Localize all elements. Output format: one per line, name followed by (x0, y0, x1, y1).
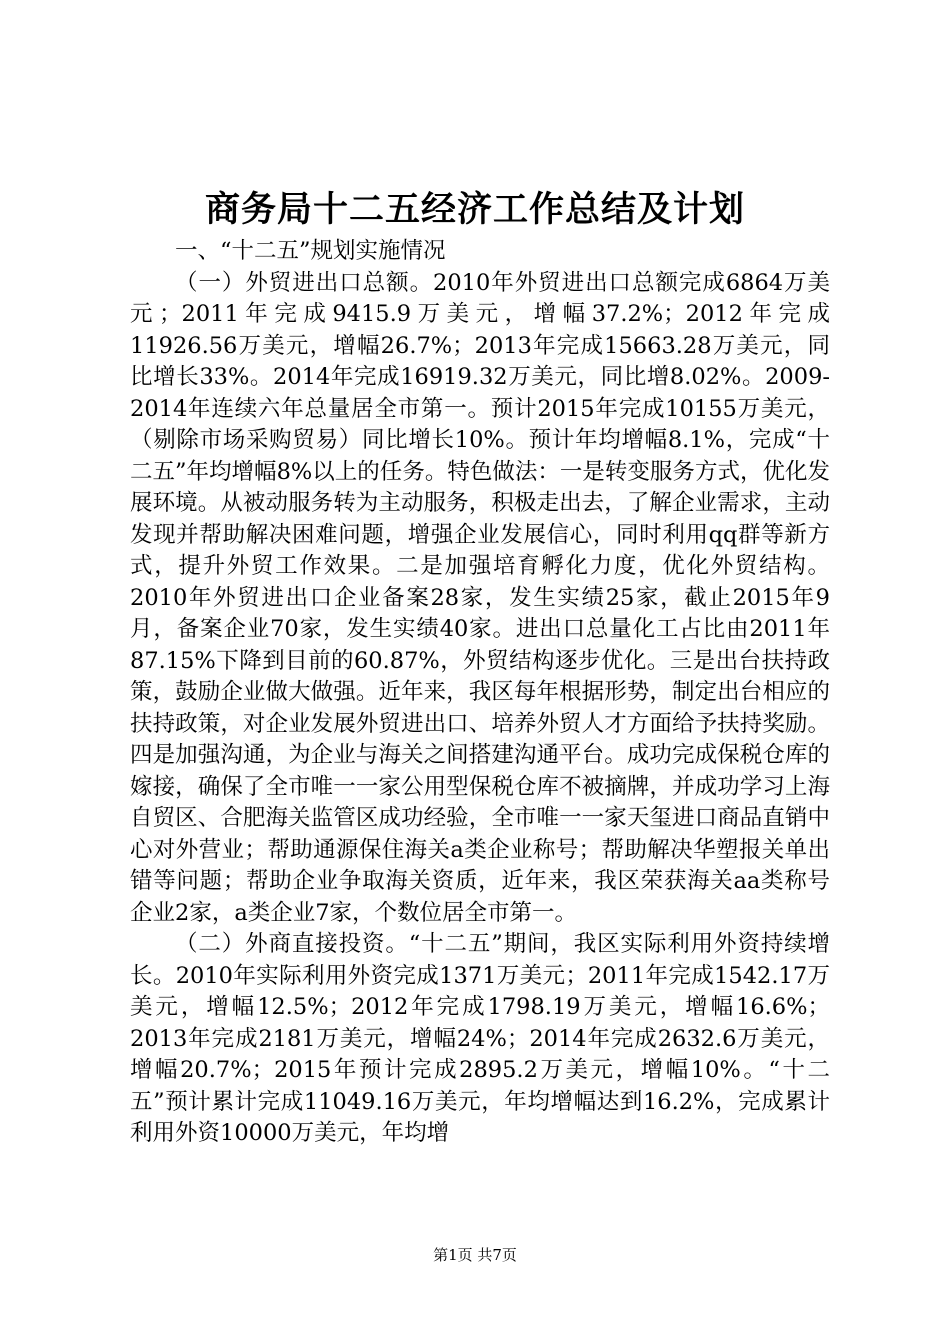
paragraph-foreign-investment: （二）外商直接投资。“十二五”期间，我区实际利用外资持续增长。2010年实际利用外资完成1371万美元；2011年完成1542.17万美元，增幅12.5%；2012年完成1798.19万美元，增幅16.6%；2013年完成2181万美元，增幅24%；2014年完成2632.6万美元，增幅20.7%；2015年预计完成2895.2万美元，增幅10%。“十二五”预计累计完成11049.16万美元，年均增幅达到16.2%，完成累计利用外资10000万美元，年均增 (130, 931, 830, 1146)
paragraph-foreign-trade: （一）外贸进出口总额。2010年外贸进出口总额完成6864万美元；2011年完成9415.9万美元，增幅37.2%；2012年完成11926.56万美元，增幅26.7%；2013年完成15663.28万美元，同比增长33%。2014年完成16919.32万美元，同比增8.02%。2009-2014年连续六年总量居全市第一。预计2015年完成10155万美元，（剔除市场采购贸易）同比增长10%。预计年均增幅8.1%，完成“十二五”年均增幅8%以上的任务。特色做法：一是转变服务方式，优化发展环境。从被动服务转为主动服务，积极走出去，了解企业需求，主动发现并帮助解决困难问题，增强企业发展信心，同时利用qq群等新方式，提升外贸工作效果。二是加强培育孵化力度，优化外贸结构。2010年外贸进出口企业备案28家，发生实绩25家，截止2015年9月，备案企业70家，发生实绩40家。进出口总量化工占比由2011年87.15%下降到目前的60.87%，外贸结构逐步优化。三是出台扶持政策，鼓励企业做大做强。近年来，我区每年根据形势，制定出台相应的扶持政策，对企业发展外贸进出口、培养外贸人才方面给予扶持奖励。四是加强沟通，为企业与海关之间搭建沟通平台。成功完成保税仓库的嫁接，确保了全市唯一一家公用型保税仓库不被摘牌，并成功学习上海自贸区、合肥海关监管区成功经验，全市唯一一家天玺进口商品直销中心对外营业；帮助通源保住海关a类企业称号；帮助解决华塑报关单出错等问题；帮助企业争取海关资质，近年来，我区荣获海关aa类称号企业2家，a类企业7家，个数位居全市第一。 (130, 269, 830, 926)
page-footer: 第1页 共7页 (433, 1246, 517, 1264)
document-body (130, 236, 830, 1150)
section-heading: 一、“十二五”规划实施情况 (175, 238, 446, 264)
document-title: 商务局十二五经济工作总结及计划 (204, 189, 745, 230)
